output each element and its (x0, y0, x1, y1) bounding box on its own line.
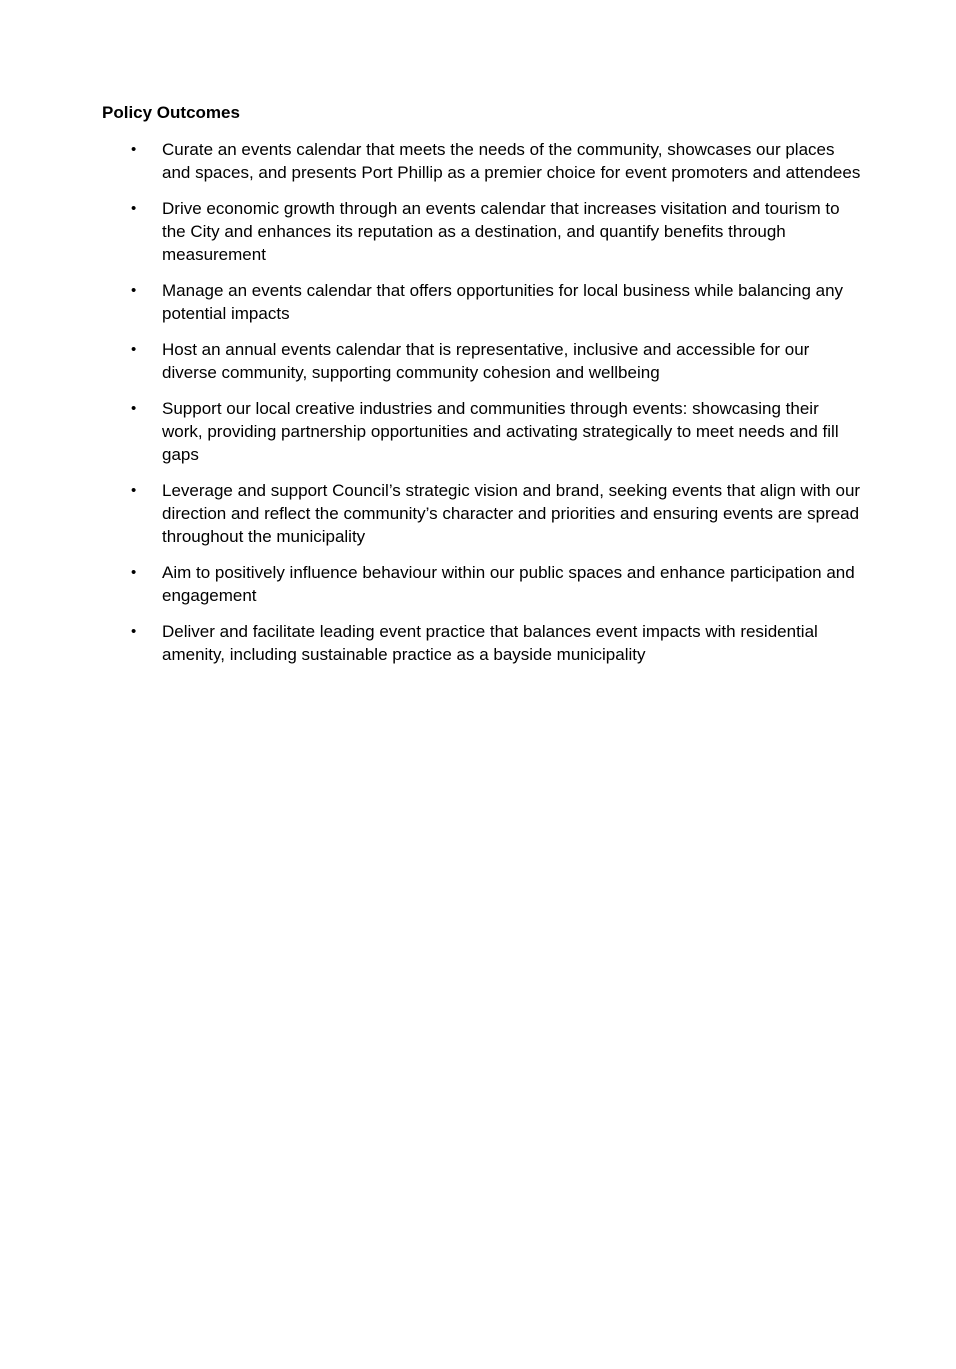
bullet-icon: • (131, 141, 137, 158)
list-item (0, 197, 956, 266)
policy-outcomes-list (0, 138, 956, 679)
bullet-icon: • (131, 282, 137, 299)
list-item-text: Manage an events calendar that offers opportunities for local business while balancing any potential impacts (162, 281, 844, 323)
list-item (0, 338, 956, 384)
list-item-text: Drive economic growth through an events calendar that increases visitation and tourism to the City and enhances its reputation as a destination, and quantify benefits through measurement (162, 199, 840, 264)
section-heading: Policy Outcomes (102, 103, 240, 122)
bullet-icon: • (131, 400, 137, 417)
list-item-text: Curate an events calendar that meets the needs of the community, showcases our places and spaces, and presents Port Phillip as a premier choice for event promoters and attendees (162, 140, 861, 182)
list-item-text: Support our local creative industries and communities through events: showcasing their work, providing partnership opportunities and activating strategically to meet needs and fill gaps (162, 399, 839, 464)
list-item (0, 397, 956, 466)
list-item-text: Deliver and facilitate leading event practice that balances event impacts with residential amenity, including sustainable practice as a bayside municipality (162, 622, 818, 664)
bullet-icon: • (131, 200, 137, 217)
list-item (0, 138, 956, 184)
list-item (0, 479, 956, 548)
list-item (0, 279, 956, 325)
bullet-icon: • (131, 564, 137, 581)
list-item-text: Leverage and support Council’s strategic vision and brand, seeking events that align with our direction and reflect the community’s character and priorities and ensuring events are spread throughout the municipality (162, 481, 861, 546)
list-item (0, 561, 956, 607)
list-item (0, 620, 956, 666)
list-item-text: Aim to positively influence behaviour within our public spaces and enhance participation and engagement (162, 563, 855, 605)
bullet-icon: • (131, 482, 137, 499)
bullet-icon: • (131, 623, 137, 640)
bullet-icon: • (131, 341, 137, 358)
list-item-text: Host an annual events calendar that is representative, inclusive and accessible for our diverse community, supporting community cohesion and wellbeing (162, 340, 810, 382)
